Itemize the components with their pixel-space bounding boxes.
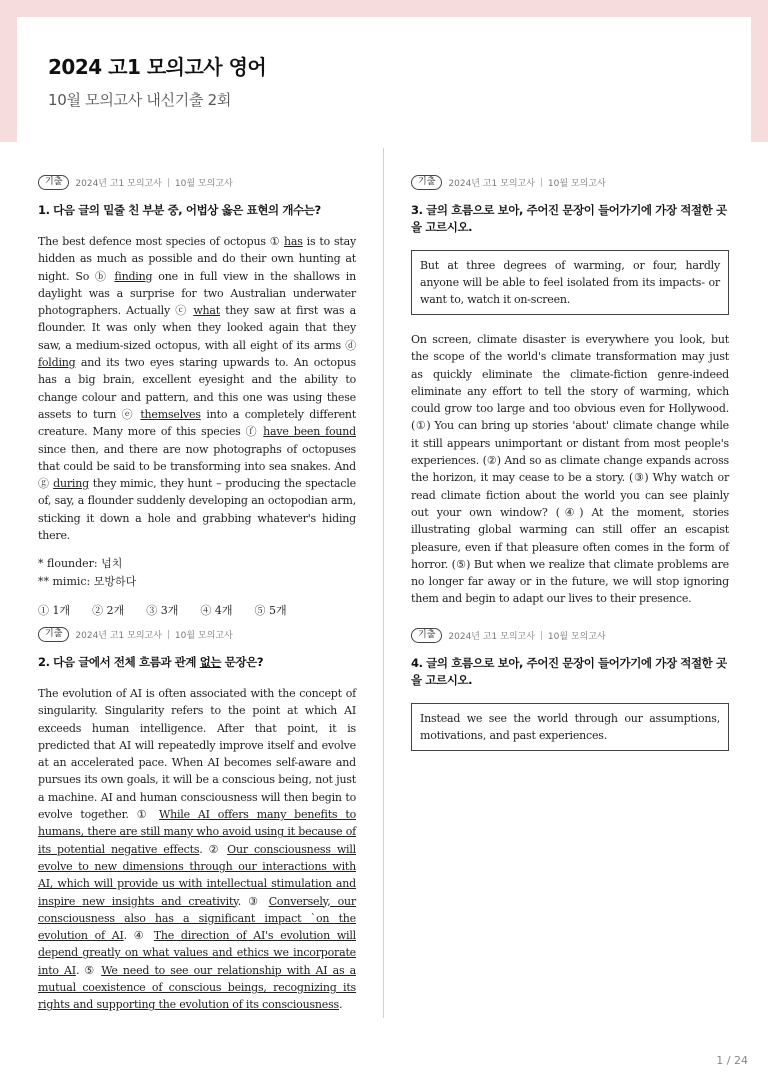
question-meta	[38, 174, 356, 190]
meta-year: 2024년 고1 모의고사	[448, 178, 535, 189]
footnote-2: ** mimic: 모방하다	[38, 575, 137, 589]
choice-1[interactable]: ① 1개	[38, 604, 71, 618]
choice-4[interactable]: ④ 4개	[200, 604, 233, 618]
meta-year: 2024년 고1 모의고사	[448, 631, 535, 642]
meta-separator	[168, 630, 169, 639]
source-tag: 기출	[38, 175, 69, 190]
source-tag: 기출	[411, 628, 442, 643]
given-sentence-box: Instead we see the world through our assumptions, motivations, and past experiences.	[411, 703, 729, 751]
question-title: 1. 다음 글의 밑줄 친 부분 중, 어법상 옳은 표현의 개수는?	[38, 203, 321, 217]
meta-month: 10월 모의고사	[547, 178, 606, 189]
page-number: 1 / 24	[716, 1054, 748, 1067]
question-1	[38, 174, 356, 618]
meta-separator	[541, 631, 542, 640]
page-subtitle: 10월 모의고사 내신기출 2회	[48, 91, 232, 109]
choice-2[interactable]: ② 2개	[92, 604, 125, 618]
footnote-1: * flounder: 넙치	[38, 557, 123, 571]
meta-month: 10월 모의고사	[174, 178, 233, 189]
question-meta	[38, 626, 356, 642]
question-meta	[411, 174, 729, 190]
choice-5[interactable]: ⑤ 5개	[254, 604, 287, 618]
question-title: 4. 글의 흐름으로 보아, 주어진 문장이 들어가기에 가장 적절한 곳을 고르시오.	[411, 656, 727, 687]
meta-year: 2024년 고1 모의고사	[75, 630, 162, 641]
meta-month: 10월 모의고사	[174, 630, 233, 641]
page-title: 2024 고1 모의고사 영어	[48, 55, 267, 79]
question-passage: The best defence most species of octopus ① has is to stay hidden as much as possible and do their own hunting at night. So ⓑ finding one in full view in the shallows in daylight was a surprise for two Australian underwater photographers. Actually ⓒ what they saw at first was a flounder. It was only when they looked again that they saw, a medium-sized octopus, with all eight of its arms ⓓ folding and its two eyes staring upwards to. An octopus has a big brain, excellent eyesight and the ability to change colour and pattern, and this one was using these assets to turn ⓔ themselves into a completely different creature. Many more of this species ⓕ have been found since then, and there are now photographs of octopuses that could be said to be transforming into sea snakes. And ⓖ during they mimic, they hunt – producing the spectacle of, say, a flounder suddenly developing an octopodian arm, sticking it down a hole and grabbing whatever's hiding there.	[38, 235, 356, 543]
meta-month: 10월 모의고사	[547, 631, 606, 642]
question-4	[411, 627, 729, 751]
source-tag: 기출	[38, 627, 69, 642]
source-tag: 기출	[411, 175, 442, 190]
question-2	[38, 626, 356, 1014]
given-sentence-box: But at three degrees of warming, or four, hardly anyone will be able to feel isolated from its impacts- or want to, watch it on-screen.	[411, 250, 729, 315]
column-divider	[383, 148, 384, 1018]
meta-separator	[168, 178, 169, 187]
choice-3[interactable]: ③ 3개	[146, 604, 179, 618]
question-3	[411, 174, 729, 608]
question-title: 3. 글의 흐름으로 보아, 주어진 문장이 들어가기에 가장 적절한 곳을 고르시오.	[411, 203, 727, 234]
question-passage: On screen, climate disaster is everywhere you look, but the scope of the world's climate transformation may just as quickly eliminate the climate-fiction genre-indeed eliminate any effort to tell the story of warming, which could grow too large and too obvious even for Hollywood. (①) You can bring up stories 'about' climate change while it still appears unimportant or distant from most people's experiences. (②) And so as climate change expands across the horizon, it may cease to be a story. (③) Why watch or read climate fiction about the world you can see plainly out your own window? (④) At the moment, stories illustrating global warming can still offer an escapist pleasure, even if that pleasure often comes in the form of horror. (⑤) But when we realize that climate problems are no longer far away or in the future, we will stop ignoring them and begin to adapt our lives to their presence.	[411, 333, 729, 606]
question-title: 2. 다음 글에서 전체 흐름과 관계 없는 문장은?	[38, 655, 264, 669]
meta-year: 2024년 고1 모의고사	[75, 178, 162, 189]
meta-separator	[541, 178, 542, 187]
answer-choices	[38, 602, 356, 618]
question-meta	[411, 627, 729, 643]
question-passage: The evolution of AI is often associated with the concept of singularity. Singularity refers to the point at which AI exceeds human intelligence. After that point, it is predicted that AI will repeatedly improve itself and evolve at an accelerated pace. When AI becomes self-aware and pursues its own goals, it will be a conscious being, not just a machine. AI and human consciousness will then begin to evolve together. ① While AI offers many benefits to humans, there are still many who avoid using it because of its potential negative effects. ② Our consciousness will evolve to new dimensions through our interactions with AI, which will provide us with intellectual stimulation and inspire new insights and creativity. ③ Conversely, our consciousness also has a significant impact `on the evolution of AI. ④ The direction of AI's evolution will depend greatly on what values and ethics we incorporate into AI. ⑤ We need to see our relationship with AI as a mutual coexistence of conscious beings, recognizing its rights and supporting the evolution of its consciousness.	[38, 687, 356, 1012]
